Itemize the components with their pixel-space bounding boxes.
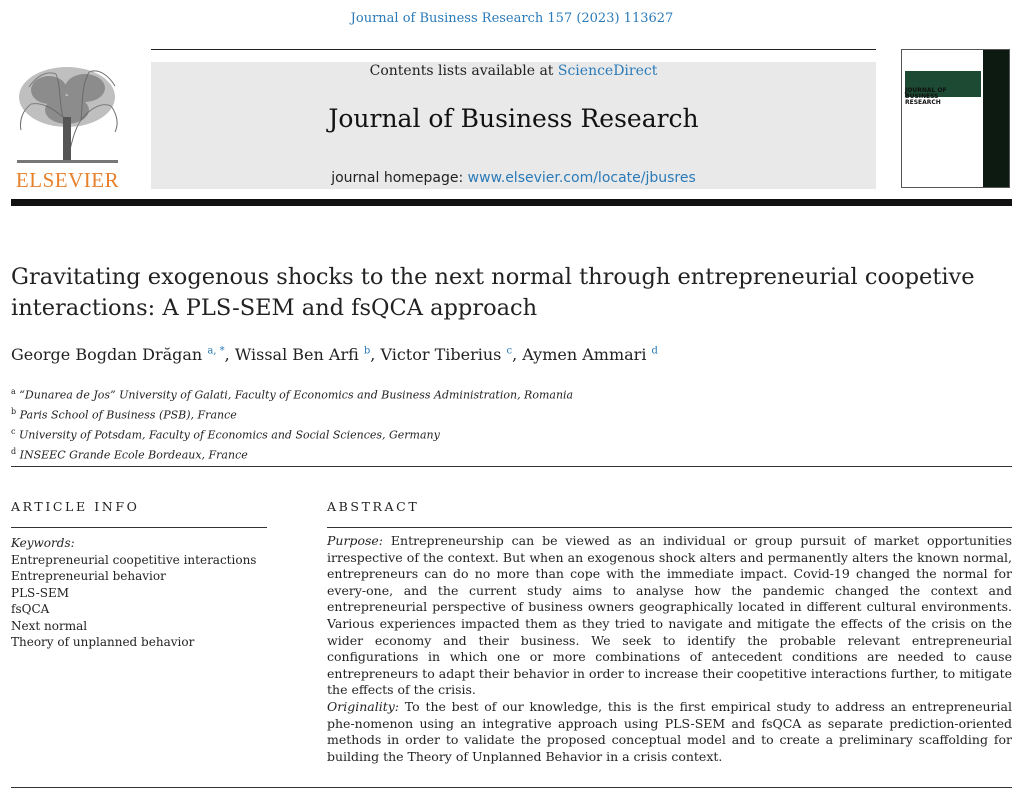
sciencedirect-link[interactable]: ScienceDirect — [557, 63, 658, 79]
homepage-prefix: journal homepage: — [331, 170, 468, 186]
section-divider — [11, 466, 1012, 467]
article-info-rule — [11, 527, 267, 528]
abstract-rule — [327, 527, 1012, 528]
publisher-name: ELSEVIER — [15, 168, 120, 192]
affiliation-mark: d — [11, 447, 17, 457]
purpose-text: Entrepreneurship can be viewed as an individual or group pursuit of market opportunities irrespective of the context. But when an exogenous shock alters and permanently alters the known normal, entrepreneurs can do no more than cope with the immediate impact. Covid-19 changed the normal for every-one, and the current study aims to analyse how the pandemic changed the context and entrepreneurial perspective of business owners geographically located in different cultural environments. Various experiences impacted them as they tried to navigate and mitigate the effects of the crisis on the wider economy and their business. We seek to identify the probable relevant entrepreneurial configurations in which one or more combinations of antecedent conditions are needed to cause entrepreneurs to adapt their behavior in order to increase their coopetitive interactions further, to mitigate the effects of the crisis. — [327, 533, 1012, 698]
homepage-link[interactable]: www.elsevier.com/locate/jbusres — [467, 170, 696, 186]
cover-title: JOURNAL OF BUSINESS RESEARCH — [905, 87, 947, 106]
affiliation-mark: a — [11, 387, 16, 396]
affiliation-text: “Dunarea de Jos” University of Galati, Faculty of Economics and Business Administration, Romania — [19, 388, 574, 402]
author-name[interactable]: Victor Tiberius — [380, 345, 502, 364]
originality-label: Originality: — [327, 698, 400, 714]
affiliation-text: INSEEC Grande Ecole Bordeaux, France — [19, 449, 248, 463]
author-name[interactable]: Wissal Ben Arfi — [234, 345, 359, 364]
cover-strip — [983, 50, 1009, 187]
author-separator: , — [370, 345, 381, 364]
header-divider — [151, 49, 876, 50]
bottom-divider — [11, 787, 1012, 788]
article-info-heading: ARTICLE INFO — [11, 499, 140, 514]
keyword-item: fsQCA — [11, 602, 50, 616]
journal-title: Journal of Business Research — [328, 104, 699, 133]
keyword-item: Next normal — [11, 618, 88, 633]
affiliation-text: Paris School of Business (PSB), France — [19, 408, 237, 422]
author-list — [11, 345, 658, 364]
purpose-label: Purpose: — [327, 533, 383, 548]
affiliation-text: University of Potsdam, Faculty of Economics and Social Sciences, Germany — [18, 428, 440, 442]
journal-cover[interactable] — [901, 49, 1010, 188]
keywords-block — [11, 535, 256, 651]
article-title: Gravitating exogenous shocks to the next normal through entrepreneurial coopetive interactions: A PLS-SEM and fsQCA approach — [11, 264, 975, 321]
affiliation-list — [11, 384, 573, 465]
affiliation-item — [11, 424, 573, 444]
author-name[interactable]: Aymen Ammari — [522, 345, 647, 364]
abstract-body — [327, 533, 1012, 765]
affiliation-mark: b — [11, 407, 17, 417]
originality-text: To the best of our knowledge, this is the first empirical study to address an entrepreneurial phe-nomenon using an integrative approach using PLS-SEM and fsQCA as separate prediction-oriented methods in order to validate the proposed conceptual model and to create a preliminary scaffolding for building the Theory of Unplanned Behavior in a crisis context. — [327, 698, 1012, 764]
abstract-heading: ABSTRACT — [327, 499, 420, 514]
keyword-item: Theory of unplanned behavior — [11, 635, 195, 649]
affiliation-mark: c — [11, 427, 16, 437]
keyword-item: Entrepreneurial coopetitive interactions — [11, 552, 257, 567]
author-name[interactable]: George Bogdan Drăgan — [11, 345, 203, 364]
affiliation-item — [11, 404, 573, 424]
elsevier-tree-icon — [11, 62, 124, 166]
author-affiliation-mark[interactable]: c — [506, 345, 513, 357]
contents-prefix: Contents lists available at — [369, 63, 558, 79]
affiliation-item — [11, 444, 573, 464]
keyword-item: Entrepreneurial behavior — [11, 569, 166, 583]
homepage-line — [151, 170, 876, 186]
abstract-originality — [327, 699, 1012, 765]
abstract-purpose — [327, 533, 1012, 699]
author-affiliation-mark[interactable]: a, * — [207, 345, 225, 357]
journal-reference[interactable]: Journal of Business Research 157 (2023) 113627 — [350, 11, 674, 26]
contents-line — [151, 63, 876, 79]
keyword-item: PLS-SEM — [11, 585, 70, 600]
header-thick-bar — [11, 199, 1012, 206]
author-separator: , — [224, 345, 235, 364]
affiliation-item — [11, 384, 573, 404]
author-affiliation-mark[interactable]: b — [363, 345, 371, 357]
keywords-label: Keywords: — [11, 536, 75, 550]
author-affiliation-mark[interactable]: d — [651, 345, 658, 357]
author-separator: , — [512, 345, 523, 364]
